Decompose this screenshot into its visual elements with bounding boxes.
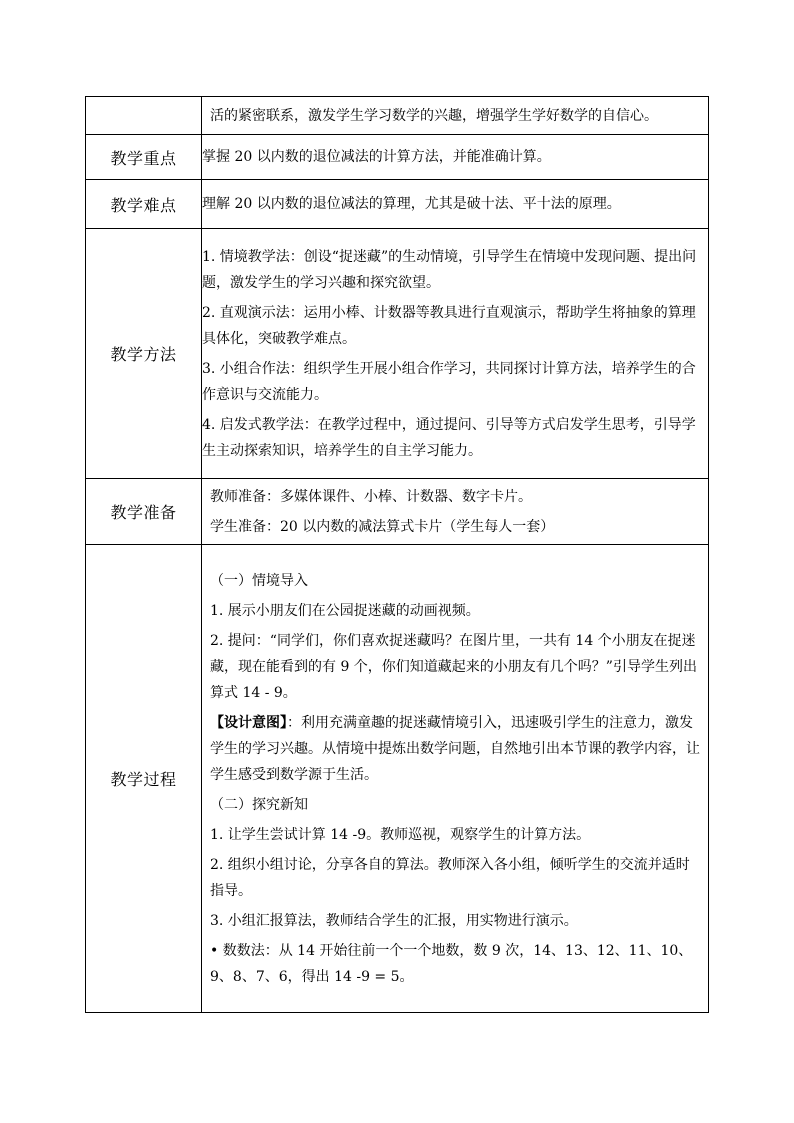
row-teaching-methods	[86, 229, 709, 479]
row-content	[202, 229, 709, 479]
content-line: 活的紧密联系，激发学生学习数学的兴趣，增强学生学好数学的自信心。	[210, 107, 658, 124]
row-content	[202, 545, 709, 1013]
content-line: 4. 启发式教学法：在教学过程中，通过提问、引导等方式启发学生思考，引导学生主动探索知识，培养学生的自主学习能力。	[202, 416, 696, 459]
content-line: 1. 让学生尝试计算 14 -9。教师巡视，观察学生的计算方法。	[210, 826, 591, 843]
content-line: 掌握 20 以内数的退位减法的计算方法，并能准确计算。	[202, 149, 551, 165]
design-intent: 【设计意图】：利用充满童趣的捉迷藏情境引入，迅速吸引学生的注意力，激发学生的学习兴趣。从情境中提炼出数学问题，自然地引出本节课的教学内容，让学生感受到数学源于生活。	[210, 714, 700, 783]
content-line: 3. 小组汇报算法，教师结合学生的汇报，用实物进行演示。	[210, 912, 578, 929]
content-line: 教师准备：多媒体课件、小棒、计数器、数字卡片。	[210, 488, 532, 505]
content-line: 2. 提问：“同学们，你们喜欢捉迷藏吗？在图片里，一共有 14 个小朋友在捉迷藏，现在能看到的有 9 个，你们知道藏起来的小朋友有几个吗？”引导学生列出算式 14 - 9。	[210, 632, 697, 701]
row-teaching-process	[86, 545, 709, 1013]
content-line: 学生准备：20 以内数的减法算式卡片（学生每人一套）	[210, 518, 555, 535]
row-label: 教学准备	[86, 479, 202, 545]
row-label: 教学方法	[86, 229, 202, 479]
row-label: 教学重点	[86, 135, 202, 180]
content-line: 2. 直观演示法：运用小棒、计数器等教具进行直观演示，帮助学生将抽象的算理具体化，突破教学难点。	[202, 304, 696, 347]
content-line: 1. 情境教学法：创设“捉迷藏”的生动情境，引导学生在情境中发现问题、提出问题，激发学生的学习兴趣和探究欲望。	[202, 248, 697, 291]
lesson-plan-table	[85, 96, 709, 1013]
row-label	[86, 97, 202, 135]
row-teaching-difficulty	[86, 180, 709, 229]
content-line: 1. 展示小朋友们在公园捉迷藏的动画视频。	[210, 602, 480, 619]
content-line: 3. 小组合作法：组织学生开展小组合作学习，共同探讨计算方法，培养学生的合作意识与交流能力。	[202, 360, 696, 403]
section-heading: （一）情境导入	[210, 572, 308, 589]
section-heading: （二）探究新知	[210, 796, 308, 813]
content-line: • 数数法：从 14 开始往前一个一个地数，数 9 次，14、13、12、11、10、9、8、7、6，得出 14 -9 = 5。	[210, 942, 693, 985]
row-label: 教学过程	[86, 545, 202, 1013]
content-line: 理解 20 以内数的退位减法的算理，尤其是破十法、平十法的原理。	[202, 196, 621, 212]
row-content	[202, 180, 709, 229]
row-teaching-focus	[86, 135, 709, 180]
content-line: 2. 组织小组讨论，分享各自的算法。教师深入各小组，倾听学生的交流并适时指导。	[210, 856, 690, 899]
row-continuation	[86, 97, 709, 135]
design-intent-marker: 【设计意图】	[210, 714, 287, 731]
row-content	[202, 97, 709, 135]
row-content	[202, 135, 709, 180]
row-label: 教学难点	[86, 180, 202, 229]
row-content	[202, 479, 709, 545]
row-teaching-preparation	[86, 479, 709, 545]
